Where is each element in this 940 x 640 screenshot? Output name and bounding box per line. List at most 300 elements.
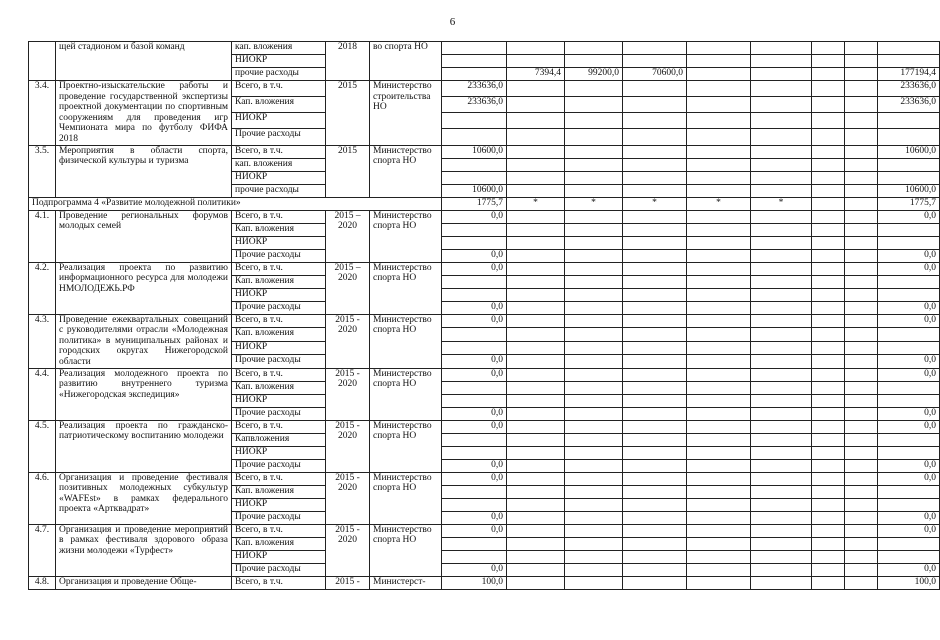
value-cell <box>623 433 687 446</box>
value-cell: 1775,7 <box>442 197 507 210</box>
value-cell <box>442 129 507 145</box>
value-cell <box>623 550 687 563</box>
expense-type: Кап. вложения <box>232 97 326 113</box>
value-cell <box>687 158 751 171</box>
value-cell: 0,0 <box>442 563 507 576</box>
value-cell <box>623 113 687 129</box>
value-cell <box>751 550 812 563</box>
value-cell <box>812 97 845 113</box>
value-cell <box>751 145 812 158</box>
value-cell <box>565 433 623 446</box>
value-cell <box>507 524 565 537</box>
value-cell <box>812 113 845 129</box>
value-cell <box>687 433 751 446</box>
value-cell <box>845 563 878 576</box>
value-cell <box>845 394 878 407</box>
expense-type: Всего, в т.ч. <box>232 210 326 223</box>
value-cell: 0,0 <box>442 355 507 369</box>
value-cell: 0,0 <box>442 459 507 472</box>
table-row <box>29 524 940 537</box>
expense-type: Кап. вложения <box>232 223 326 236</box>
expense-type: Капвложения <box>232 433 326 446</box>
value-cell <box>623 288 687 301</box>
value-cell <box>845 368 878 381</box>
expense-type: Всего, в т.ч. <box>232 576 326 589</box>
table-row <box>29 81 940 97</box>
value-cell <box>565 184 623 197</box>
value-cell <box>812 394 845 407</box>
value-cell <box>623 524 687 537</box>
value-cell <box>687 341 751 354</box>
value-cell <box>751 524 812 537</box>
item-number: 4.3. <box>29 314 56 368</box>
value-cell <box>687 55 751 68</box>
value-cell <box>845 275 878 288</box>
item-name: Реализация проекта по гражданско-патриотическому воспитанию молодежи <box>56 420 232 472</box>
value-cell: 0,0 <box>878 407 940 420</box>
value-cell <box>442 446 507 459</box>
value-cell <box>623 301 687 314</box>
value-cell <box>878 42 940 55</box>
value-cell <box>687 355 751 369</box>
value-cell <box>507 55 565 68</box>
table-row <box>29 42 940 55</box>
item-period: 2015 - <box>326 576 370 589</box>
expense-type: НИОКР <box>232 55 326 68</box>
value-cell <box>565 236 623 249</box>
value-cell <box>812 171 845 184</box>
value-cell <box>751 158 812 171</box>
value-cell: 0,0 <box>878 368 940 381</box>
expense-type: Прочие расходы <box>232 407 326 420</box>
value-cell <box>845 249 878 262</box>
value-cell <box>565 563 623 576</box>
value-cell <box>565 288 623 301</box>
value-cell <box>507 328 565 341</box>
value-cell <box>623 328 687 341</box>
value-cell <box>878 381 940 394</box>
value-cell: 0,0 <box>878 355 940 369</box>
value-cell: 0,0 <box>442 301 507 314</box>
value-cell: * <box>623 197 687 210</box>
value-cell <box>442 341 507 354</box>
value-cell <box>565 42 623 55</box>
value-cell <box>845 537 878 550</box>
value-cell <box>442 171 507 184</box>
value-cell <box>878 55 940 68</box>
value-cell <box>623 97 687 113</box>
value-cell <box>507 341 565 354</box>
expense-type: Всего, в т.ч. <box>232 145 326 158</box>
table-row <box>29 420 940 433</box>
value-cell <box>687 381 751 394</box>
item-number: 4.7. <box>29 524 56 576</box>
value-cell <box>623 446 687 459</box>
item-number: 4.8. <box>29 576 56 589</box>
value-cell <box>687 301 751 314</box>
value-cell <box>623 420 687 433</box>
value-cell <box>623 171 687 184</box>
value-cell <box>812 314 845 327</box>
value-cell <box>751 210 812 223</box>
value-cell <box>623 184 687 197</box>
value-cell: 0,0 <box>442 368 507 381</box>
value-cell <box>565 485 623 498</box>
value-cell <box>687 314 751 327</box>
item-name: Реализация молодежного проекта по развитию внутреннего туризма «Нижегородская экспедиция» <box>56 368 232 420</box>
value-cell <box>507 97 565 113</box>
item-period: 2015 - 2020 <box>326 314 370 368</box>
value-cell <box>687 223 751 236</box>
value-cell <box>812 355 845 369</box>
value-cell <box>623 262 687 275</box>
value-cell <box>507 314 565 327</box>
value-cell <box>751 576 812 589</box>
value-cell <box>442 42 507 55</box>
value-cell: 7394,4 <box>507 68 565 81</box>
value-cell <box>687 81 751 97</box>
value-cell <box>565 158 623 171</box>
item-number: 4.1. <box>29 210 56 262</box>
value-cell <box>687 275 751 288</box>
table-row <box>29 145 940 158</box>
value-cell <box>623 81 687 97</box>
value-cell <box>565 275 623 288</box>
item-period: 2015 <box>326 145 370 197</box>
value-cell <box>687 485 751 498</box>
value-cell <box>845 446 878 459</box>
value-cell <box>812 368 845 381</box>
value-cell <box>565 223 623 236</box>
value-cell <box>687 171 751 184</box>
value-cell <box>507 459 565 472</box>
expense-type: кап. вложения <box>232 158 326 171</box>
table-row <box>29 368 940 381</box>
value-cell <box>845 288 878 301</box>
value-cell <box>565 55 623 68</box>
value-cell <box>812 446 845 459</box>
value-cell <box>565 355 623 369</box>
value-cell: 70600,0 <box>623 68 687 81</box>
item-name: Реализация проекта по развитию информационного ресурса для молодежи НМОЛОДЕЖЬ.РФ <box>56 262 232 314</box>
value-cell <box>878 485 940 498</box>
value-cell <box>565 550 623 563</box>
value-cell <box>845 328 878 341</box>
value-cell <box>751 42 812 55</box>
value-cell <box>623 511 687 524</box>
expense-type: НИОКР <box>232 394 326 407</box>
value-cell <box>687 145 751 158</box>
value-cell <box>878 394 940 407</box>
value-cell <box>812 236 845 249</box>
value-cell <box>565 341 623 354</box>
value-cell: * <box>507 197 565 210</box>
value-cell <box>845 524 878 537</box>
value-cell <box>565 472 623 485</box>
value-cell <box>442 433 507 446</box>
value-cell <box>442 498 507 511</box>
expense-type: Прочие расходы <box>232 563 326 576</box>
value-cell <box>751 394 812 407</box>
value-cell <box>687 459 751 472</box>
expense-type: Прочие расходы <box>232 511 326 524</box>
value-cell <box>623 459 687 472</box>
value-cell <box>845 236 878 249</box>
value-cell <box>687 249 751 262</box>
value-cell <box>845 407 878 420</box>
value-cell <box>623 275 687 288</box>
table-body <box>29 42 940 590</box>
value-cell <box>812 145 845 158</box>
subprogram-row <box>29 197 940 210</box>
expense-type: НИОКР <box>232 171 326 184</box>
value-cell: 233636,0 <box>878 81 940 97</box>
value-cell <box>812 485 845 498</box>
value-cell <box>845 55 878 68</box>
item-name: Организация и проведение мероприятий в рамках фестиваля здорового образа жизни молодежи «Турфест» <box>56 524 232 576</box>
item-name: Организация и проведение Обще- <box>56 576 232 589</box>
value-cell <box>507 563 565 576</box>
value-cell <box>565 314 623 327</box>
value-cell: 0,0 <box>878 249 940 262</box>
value-cell <box>751 288 812 301</box>
value-cell <box>442 485 507 498</box>
value-cell <box>623 223 687 236</box>
value-cell: 233636,0 <box>442 81 507 97</box>
expense-type: прочие расходы <box>232 68 326 81</box>
expense-type: НИОКР <box>232 236 326 249</box>
value-cell <box>687 184 751 197</box>
item-name: Мероприятия в области спорта, физической культуры и туризма <box>56 145 232 197</box>
value-cell <box>687 68 751 81</box>
value-cell: 0,0 <box>442 524 507 537</box>
item-period: 2015 - 2020 <box>326 368 370 420</box>
item-number: 4.2. <box>29 262 56 314</box>
value-cell <box>687 262 751 275</box>
value-cell <box>845 498 878 511</box>
value-cell <box>812 537 845 550</box>
expense-type: НИОКР <box>232 446 326 459</box>
value-cell <box>812 381 845 394</box>
value-cell <box>442 381 507 394</box>
value-cell <box>507 129 565 145</box>
value-cell <box>751 223 812 236</box>
value-cell <box>878 537 940 550</box>
value-cell <box>442 275 507 288</box>
value-cell <box>507 537 565 550</box>
value-cell <box>812 511 845 524</box>
value-cell <box>507 301 565 314</box>
value-cell <box>751 420 812 433</box>
value-cell <box>845 314 878 327</box>
value-cell <box>751 368 812 381</box>
value-cell <box>845 184 878 197</box>
value-cell <box>507 275 565 288</box>
value-cell <box>751 55 812 68</box>
value-cell <box>812 433 845 446</box>
value-cell <box>751 314 812 327</box>
value-cell <box>751 113 812 129</box>
item-name: Проведение ежеквартальных совещаний с руководителями отрасли «Молодежная политика» в муниципальных районах и городских округах Нижегородской области <box>56 314 232 368</box>
value-cell <box>623 249 687 262</box>
value-cell <box>878 446 940 459</box>
value-cell <box>687 524 751 537</box>
value-cell: 99200,0 <box>565 68 623 81</box>
item-period: 2015 - 2020 <box>326 472 370 524</box>
value-cell <box>751 301 812 314</box>
value-cell <box>565 262 623 275</box>
expense-type: прочие расходы <box>232 184 326 197</box>
value-cell <box>623 158 687 171</box>
item-name: Организация и проведение фестиваля позитивных молодежных субкультур «WAFEst» в рамках федерального проекта «Артквадрат» <box>56 472 232 524</box>
value-cell <box>751 433 812 446</box>
value-cell <box>845 550 878 563</box>
item-period: 2015 – 2020 <box>326 262 370 314</box>
expense-type: Кап. вложения <box>232 537 326 550</box>
value-cell <box>687 537 751 550</box>
value-cell <box>565 459 623 472</box>
value-cell: 0,0 <box>878 210 940 223</box>
value-cell <box>623 576 687 589</box>
value-cell <box>845 472 878 485</box>
expense-type: кап. вложения <box>232 42 326 55</box>
value-cell <box>812 407 845 420</box>
value-cell: 0,0 <box>878 262 940 275</box>
value-cell <box>687 129 751 145</box>
value-cell <box>845 42 878 55</box>
value-cell: 1775,7 <box>878 197 940 210</box>
value-cell <box>751 446 812 459</box>
value-cell: * <box>751 197 812 210</box>
value-cell <box>687 446 751 459</box>
value-cell <box>623 341 687 354</box>
value-cell: 233636,0 <box>878 97 940 113</box>
item-executor: во спорта НО <box>370 42 442 81</box>
value-cell <box>565 171 623 184</box>
value-cell <box>442 537 507 550</box>
value-cell <box>812 197 845 210</box>
value-cell <box>565 420 623 433</box>
value-cell: 0,0 <box>878 420 940 433</box>
value-cell <box>507 236 565 249</box>
value-cell <box>507 184 565 197</box>
value-cell <box>812 472 845 485</box>
value-cell <box>565 210 623 223</box>
value-cell <box>565 576 623 589</box>
value-cell <box>845 341 878 354</box>
value-cell <box>565 511 623 524</box>
value-cell <box>812 288 845 301</box>
item-number <box>29 42 56 81</box>
value-cell <box>507 355 565 369</box>
value-cell <box>623 236 687 249</box>
value-cell <box>507 485 565 498</box>
value-cell <box>507 420 565 433</box>
value-cell <box>845 381 878 394</box>
expense-type: НИОКР <box>232 498 326 511</box>
value-cell <box>845 171 878 184</box>
value-cell <box>687 236 751 249</box>
value-cell <box>623 145 687 158</box>
value-cell: * <box>565 197 623 210</box>
table-row <box>29 210 940 223</box>
value-cell <box>687 288 751 301</box>
item-executor: Министерство спорта НО <box>370 210 442 262</box>
value-cell <box>751 341 812 354</box>
value-cell <box>623 563 687 576</box>
value-cell <box>751 511 812 524</box>
table-row <box>29 576 940 589</box>
value-cell <box>623 394 687 407</box>
expense-type: Прочие расходы <box>232 301 326 314</box>
value-cell <box>812 158 845 171</box>
value-cell: 100,0 <box>442 576 507 589</box>
value-cell <box>812 498 845 511</box>
value-cell: 0,0 <box>878 459 940 472</box>
value-cell <box>687 368 751 381</box>
item-executor: Министерство спорта НО <box>370 145 442 197</box>
value-cell <box>565 446 623 459</box>
value-cell <box>442 223 507 236</box>
expense-type: НИОКР <box>232 341 326 354</box>
value-cell: 0,0 <box>442 249 507 262</box>
value-cell <box>878 275 940 288</box>
expense-type: Кап. вложения <box>232 381 326 394</box>
value-cell: 0,0 <box>878 563 940 576</box>
value-cell <box>751 236 812 249</box>
value-cell <box>751 485 812 498</box>
expense-type: Прочие расходы <box>232 355 326 369</box>
expense-type: НИОКР <box>232 288 326 301</box>
item-name: Проведение региональных форумов молодых семей <box>56 210 232 262</box>
value-cell <box>812 223 845 236</box>
item-executor: Министерство строительства НО <box>370 81 442 146</box>
value-cell <box>565 145 623 158</box>
value-cell <box>812 576 845 589</box>
value-cell <box>507 576 565 589</box>
value-cell <box>507 42 565 55</box>
value-cell <box>687 563 751 576</box>
value-cell <box>878 223 940 236</box>
value-cell <box>878 550 940 563</box>
value-cell <box>507 288 565 301</box>
value-cell <box>845 97 878 113</box>
value-cell <box>442 236 507 249</box>
value-cell: 233636,0 <box>442 97 507 113</box>
value-cell <box>751 262 812 275</box>
value-cell <box>565 407 623 420</box>
value-cell <box>878 171 940 184</box>
value-cell <box>565 301 623 314</box>
subprogram-title: Подпрограмма 4 «Развитие молодежной политики» <box>29 197 442 210</box>
value-cell <box>687 394 751 407</box>
value-cell <box>623 407 687 420</box>
value-cell <box>812 341 845 354</box>
value-cell <box>623 55 687 68</box>
budget-table <box>28 41 940 590</box>
item-executor: Министерство спорта НО <box>370 472 442 524</box>
value-cell <box>442 55 507 68</box>
value-cell <box>623 210 687 223</box>
value-cell <box>812 275 845 288</box>
value-cell <box>442 394 507 407</box>
value-cell: 10600,0 <box>442 145 507 158</box>
value-cell <box>812 563 845 576</box>
value-cell <box>812 81 845 97</box>
value-cell <box>623 472 687 485</box>
item-period: 2015 - 2020 <box>326 524 370 576</box>
value-cell <box>442 113 507 129</box>
